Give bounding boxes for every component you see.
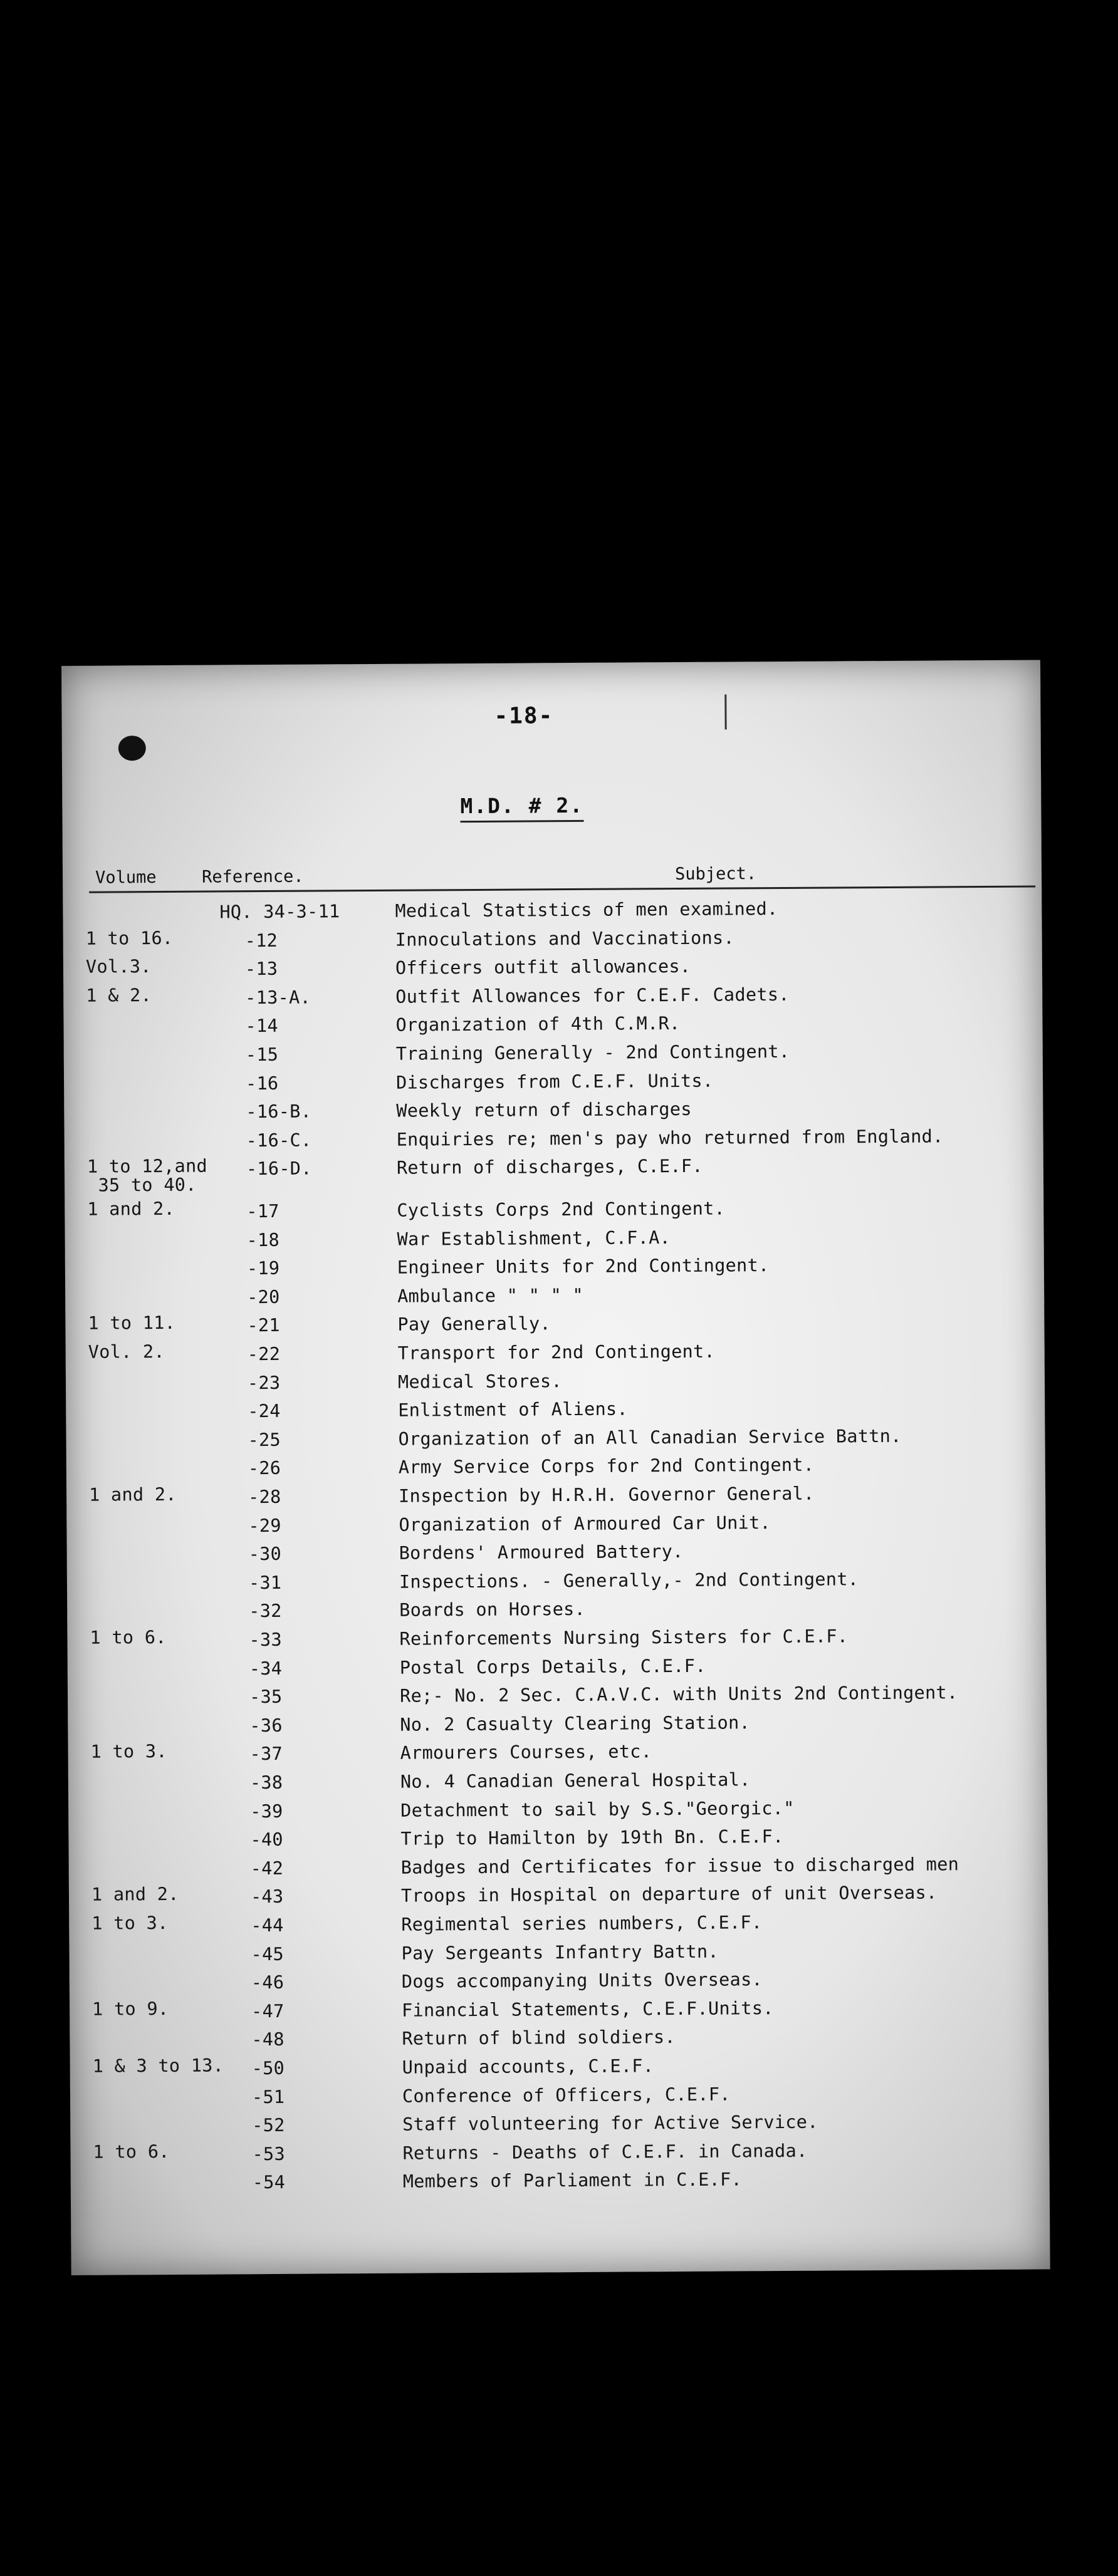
table-row <box>68 1765 1047 1797</box>
subject-cell: Trip to Hamilton by 19th Bn. C.E.F. <box>400 1826 784 1849</box>
document-page <box>61 660 1050 2275</box>
table-row <box>67 1566 1046 1597</box>
subject-cell: Return of discharges, C.E.F. <box>396 1156 703 1179</box>
reference-cell: -21 <box>247 1315 280 1336</box>
reference-cell: -40 <box>250 1829 283 1851</box>
volume-cell <box>90 1599 246 1601</box>
subject-cell: Medical Stores. <box>397 1370 562 1393</box>
table-row <box>63 895 1042 926</box>
volume-cell <box>93 2171 250 2172</box>
volume-cell <box>90 1571 246 1572</box>
volume-cell <box>87 1228 244 1229</box>
volume-cell: 1 to 16. <box>85 927 174 949</box>
subject-cell: Members of Parliament in C.E.F. <box>402 2169 743 2193</box>
subject-cell: Inspection by H.R.H. Governor General. <box>399 1483 815 1507</box>
subject-cell: Inspections. - Generally,- 2nd Contingent. <box>399 1569 859 1592</box>
reference-cell: -52 <box>252 2115 285 2136</box>
reference-cell: -51 <box>251 2086 285 2107</box>
table-row <box>64 1066 1043 1098</box>
subject-cell: Medical Statistics of men examined. <box>395 898 778 922</box>
volume-cell: 1 to 3. <box>90 1741 167 1763</box>
table-row <box>68 1737 1047 1768</box>
reference-cell: -12 <box>244 930 278 951</box>
table-row <box>70 2023 1048 2054</box>
table-row <box>68 1823 1047 1854</box>
reference-cell: -50 <box>251 2057 285 2079</box>
subject-cell: Boards on Horses. <box>399 1599 586 1621</box>
subject-cell: Unpaid accounts, C.E.F. <box>402 2055 654 2078</box>
volume-cell <box>91 1827 248 1829</box>
subject-cell: Pay Generally. <box>397 1313 551 1336</box>
volume-cell <box>88 1399 245 1400</box>
subject-cell: Organization of an All Canadian Service Battn. <box>398 1425 902 1450</box>
reference-cell: -20 <box>247 1286 280 1308</box>
volume-cell <box>90 1685 247 1686</box>
reference-cell: -38 <box>249 1772 283 1794</box>
subject-cell: Weekly return of discharges <box>396 1099 692 1121</box>
table-row <box>70 2109 1049 2140</box>
table-row <box>68 1794 1047 1826</box>
volume-cell <box>90 1542 246 1543</box>
table-row <box>67 1537 1046 1569</box>
table-row <box>66 1366 1045 1397</box>
reference-cell: -46 <box>251 1972 285 1993</box>
reference-cell: -37 <box>249 1743 283 1765</box>
subject-cell: Army Service Corps for 2nd Contingent. <box>398 1455 815 1478</box>
reference-cell: -34 <box>249 1658 283 1679</box>
reference-cell: -31 <box>248 1572 282 1593</box>
volume-cell <box>92 1970 249 1971</box>
subject-cell: Organization of Armoured Car Unit. <box>399 1512 771 1535</box>
table-row <box>65 1309 1044 1340</box>
table-row <box>66 1452 1045 1483</box>
district-heading: M.D. # 2. <box>460 793 583 823</box>
volume-cell: 1 and 2. <box>87 1198 175 1220</box>
volume-cell <box>88 1371 245 1372</box>
table-row <box>71 2166 1050 2197</box>
reference-cell: HQ. 34-3-11 <box>219 901 340 923</box>
volume-cell <box>86 1071 243 1072</box>
volume-cell: Vol. 2. <box>88 1341 165 1363</box>
subject-cell: Conference of Officers, C.E.F. <box>402 2084 731 2107</box>
subject-cell: Officers outfit allowances. <box>395 956 691 979</box>
table-row <box>63 952 1042 984</box>
reference-cell: -24 <box>248 1401 281 1422</box>
reference-cell: -30 <box>248 1544 282 1565</box>
volume-cell <box>91 1770 248 1772</box>
subject-cell: Return of blind soldiers. <box>402 2027 676 2050</box>
header-reference: Reference. <box>201 866 304 887</box>
punch-hole <box>118 735 146 761</box>
subject-cell: Staff volunteering for Active Service. <box>402 2111 818 2135</box>
reference-cell: -16-B. <box>246 1101 312 1123</box>
header-subject: Subject. <box>674 864 757 885</box>
subject-cell: Transport for 2nd Contingent. <box>397 1341 716 1364</box>
volume-cell: 1 and 2. <box>88 1483 177 1505</box>
reference-cell: -35 <box>249 1686 283 1708</box>
subject-cell: Enquiries re; men's pay who returned from England. <box>396 1126 944 1150</box>
table-row <box>64 1037 1043 1069</box>
table-row <box>64 1095 1043 1126</box>
volume-cell <box>90 1656 247 1658</box>
reference-cell: -36 <box>249 1715 283 1736</box>
subject-cell: Engineer Units for 2nd Contingent. <box>397 1255 770 1278</box>
table-row <box>70 2137 1049 2168</box>
table-row <box>69 1880 1048 1911</box>
subject-cell: Re;- No. 2 Sec. C.A.V.C. with Units 2nd Contingent. <box>399 1682 958 1706</box>
table-row <box>68 1708 1047 1740</box>
reference-cell: -45 <box>251 1943 285 1965</box>
subject-cell: No. 4 Canadian General Hospital. <box>400 1769 751 1792</box>
reference-cell: -13 <box>244 958 278 980</box>
volume-cell <box>85 900 242 901</box>
reference-cell: -48 <box>251 2029 285 2050</box>
ink-mark <box>724 695 726 730</box>
volume-cell <box>89 1457 246 1458</box>
table-row <box>68 1651 1047 1683</box>
reference-cell: -23 <box>247 1372 281 1393</box>
volume-cell <box>91 1942 248 1943</box>
table-row <box>70 1966 1048 1997</box>
subject-cell: Regimental series numbers, C.E.F. <box>401 1912 763 1935</box>
reference-cell: -14 <box>245 1015 279 1037</box>
subject-cell: War Establishment, C.F.A. <box>397 1227 671 1250</box>
reference-cell: -47 <box>251 2000 285 2022</box>
table-row <box>66 1423 1045 1454</box>
volume-cell <box>91 1799 248 1800</box>
reference-cell: -53 <box>252 2143 286 2164</box>
volume-cell <box>90 1713 247 1715</box>
table-row <box>65 1152 1043 1197</box>
subject-cell: Enlistment of Aliens. <box>398 1398 629 1421</box>
table-row <box>69 1937 1048 1968</box>
table-row <box>63 923 1042 955</box>
reference-cell: -44 <box>251 1914 284 1936</box>
page-number: -18- <box>494 703 554 729</box>
subject-cell: Innoculations and Vaccinations. <box>395 927 734 950</box>
volume-cell <box>88 1256 244 1257</box>
subject-cell: Financial Statements, C.E.F.Units. <box>402 1997 774 2021</box>
subject-cell: Armourers Courses, etc. <box>400 1741 652 1764</box>
volume-cell <box>86 1042 243 1044</box>
reference-cell: -28 <box>248 1486 281 1508</box>
reference-cell: -42 <box>250 1857 284 1879</box>
subject-cell: Detachment to sail by S.S."Georgic." <box>400 1797 795 1821</box>
table-row <box>66 1394 1045 1426</box>
volume-cell: 1 & 2. <box>86 984 152 1006</box>
subject-cell: Troops in Hospital on departure of unit Overseas. <box>400 1882 938 1907</box>
subject-cell: Postal Corps Details, C.E.F. <box>399 1655 706 1678</box>
subject-cell: Reinforcements Nursing Sisters for C.E.F. <box>399 1626 849 1649</box>
volume-cell: 1 to 6. <box>90 1627 167 1648</box>
subject-cell: Returns - Deaths of C.E.F. in Canada. <box>402 2140 808 2164</box>
volume-cell <box>86 1099 243 1101</box>
table-row <box>65 1223 1043 1254</box>
volume-cell: Vol.3. <box>85 956 152 977</box>
volume-cell <box>88 1285 244 1286</box>
reference-cell: -25 <box>248 1429 281 1451</box>
table-row <box>65 1252 1044 1283</box>
volume-cell: 1 & 3 to 13. <box>92 2055 224 2077</box>
reference-cell: -17 <box>246 1200 280 1222</box>
table-row <box>70 2051 1049 2082</box>
subject-cell: Bordens' Armoured Battery. <box>399 1541 684 1564</box>
subject-cell: Pay Sergeants Infantry Battn. <box>401 1941 719 1964</box>
subject-cell: Outfit Allowances for C.E.F. Cadets. <box>395 984 790 1007</box>
volume-cell: 1 to 11. <box>88 1312 176 1334</box>
volume-cell <box>92 2028 249 2029</box>
volume-cell: 1 to 6. <box>93 2141 170 2163</box>
reference-cell: -16-C. <box>246 1130 312 1151</box>
reference-cell: -18 <box>246 1229 280 1250</box>
volume-cell <box>91 1856 248 1857</box>
table-row <box>63 1009 1042 1041</box>
table-row <box>69 1908 1048 1940</box>
table-row <box>65 1280 1044 1311</box>
reference-cell: -26 <box>248 1458 281 1479</box>
table-row <box>66 1337 1045 1368</box>
volume-cell: 1 to 3. <box>91 1912 169 1934</box>
reference-cell: -15 <box>245 1044 279 1066</box>
reference-cell: -29 <box>248 1515 281 1536</box>
volume-cell: 1 and 2. <box>91 1884 179 1906</box>
volume-cell: 1 to 12,and 35 to 40. <box>86 1155 208 1197</box>
volume-cell: 1 to 9. <box>91 1998 169 2020</box>
volume-cell <box>89 1514 246 1515</box>
table-row <box>66 1509 1045 1540</box>
subject-cell: Badges and Certificates for issue to discharged men <box>400 1854 959 1878</box>
reference-cell: -43 <box>250 1886 284 1908</box>
table-header <box>89 853 1035 893</box>
table-row <box>68 1680 1047 1711</box>
subject-cell: Organization of 4th C.M.R. <box>395 1013 681 1036</box>
table-row <box>70 1994 1048 2025</box>
table-row <box>63 980 1042 1012</box>
subject-cell: Discharges from C.E.F. Units. <box>395 1070 714 1093</box>
reference-cell: -32 <box>249 1601 282 1622</box>
table-row <box>67 1594 1046 1626</box>
volume-cell <box>93 2085 249 2086</box>
reference-cell: -54 <box>252 2172 286 2193</box>
subject-cell: Training Generally - 2nd Contingent. <box>395 1041 790 1064</box>
reference-cell: -19 <box>246 1258 280 1279</box>
volume-cell <box>88 1428 245 1429</box>
table-row <box>65 1194 1043 1225</box>
table-row <box>65 1123 1043 1155</box>
table-row <box>70 2080 1049 2111</box>
reference-cell: -22 <box>247 1343 281 1365</box>
reference-cell: -16-D. <box>246 1158 312 1180</box>
table-row <box>69 1851 1048 1883</box>
reference-cell: -39 <box>250 1800 283 1822</box>
index-table <box>63 895 1042 2193</box>
reference-cell: -13-A. <box>245 987 311 1009</box>
subject-cell: Cyclists Corps 2nd Contingent. <box>397 1198 726 1221</box>
table-row <box>66 1480 1045 1511</box>
subject-cell: No. 2 Casualty Clearing Station. <box>400 1712 751 1735</box>
volume-cell <box>87 1128 244 1130</box>
table-row <box>67 1623 1046 1654</box>
header-volume: Volume <box>95 868 157 888</box>
reference-cell: -33 <box>249 1629 282 1651</box>
volume-cell <box>93 2113 249 2114</box>
volume-cell <box>86 1014 243 1015</box>
subject-cell: Ambulance " " " " <box>397 1284 584 1307</box>
reference-cell: -16 <box>245 1072 279 1094</box>
subject-cell: Dogs accompanying Units Overseas. <box>401 1969 763 1992</box>
